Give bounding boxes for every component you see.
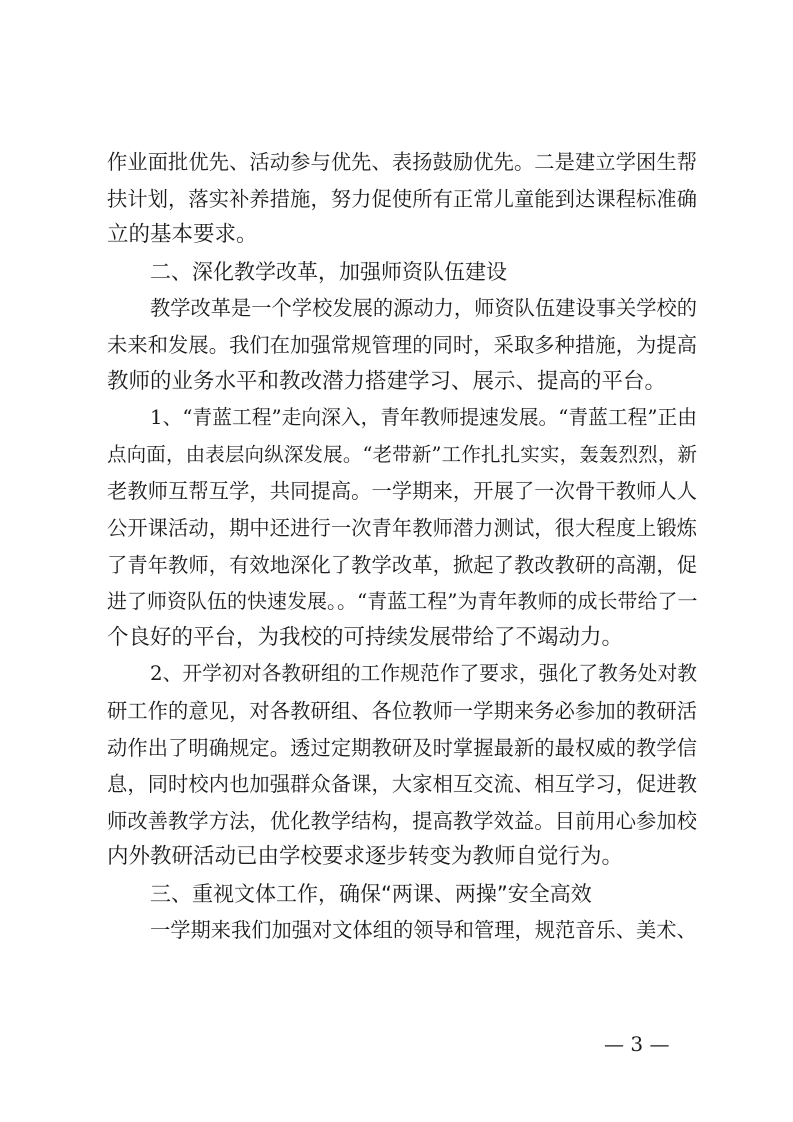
body-line: 老教师互帮互学，共同提高。一学期来，开展了一次骨干教师人人 [107, 479, 697, 504]
body-line: 进了师资队伍的快速发展。。“青蓝工程”为青年教师的成长带给了一 [107, 589, 697, 614]
section-heading: 二、深化教学改革，加强师资队伍建设 [150, 259, 507, 284]
section-heading: 三、重视文体工作，确保“两课、两操”安全高效 [150, 881, 592, 906]
body-line: 点向面，由表层向纵深发展。“老带新”工作扎扎实实，轰轰烈烈，新 [107, 442, 697, 466]
document-body [107, 144, 697, 949]
body-line: 1、“青蓝工程”走向深入，青年教师提速发展。“青蓝工程”正由 [150, 406, 697, 430]
page-number: — 3 — [604, 1032, 670, 1056]
body-line: 作业面批优先、活动参与优先、表扬鼓励优先。二是建立学困生帮 [107, 150, 697, 174]
body-line: 2、开学初对各教研组的工作规范作了要求，强化了教务处对教 [150, 662, 697, 686]
body-line: 内外教研活动已由学校要求逐步转变为教师自觉行为。 [107, 844, 624, 870]
body-line: 教师的业务水平和教改潜力搭建学习、展示、提高的平台。 [107, 368, 667, 394]
body-line: 息，同时校内也加强群众备课，大家相互交流、相互学习，促进教 [107, 772, 697, 797]
body-line: 立的基本要求。 [107, 222, 258, 248]
body-line: 研工作的意见，对各教研组、各位教师一学期来务必参加的教研活 [107, 698, 697, 723]
body-line: 未来和发展。我们在加强常规管理的同时，采取多种措施，为提高 [107, 332, 697, 357]
body-line: 教学改革是一个学校发展的源动力，师资队伍建设事关学校的 [150, 296, 697, 321]
body-line: 动作出了明确规定。透过定期教研及时掌握最新的最权威的教学信 [107, 735, 697, 760]
body-line: 了青年教师，有效地深化了教学改革，掀起了教改教研的高潮，促 [107, 552, 697, 577]
body-line: 师改善教学方法，优化教学结构，提高教学效益。目前用心参加校 [107, 808, 697, 833]
body-line: 一学期来我们加强对文体组的领导和管理，规范音乐、美术、 [150, 918, 697, 943]
body-line: 个良好的平台，为我校的可持续发展带给了不竭动力。 [107, 624, 624, 650]
body-line: 扶计划，落实补养措施，努力促使所有正常儿童能到达课程标准确 [107, 186, 697, 211]
body-line: 公开课活动，期中还进行一次青年教师潜力测试，很大程度上锻炼 [107, 515, 697, 540]
